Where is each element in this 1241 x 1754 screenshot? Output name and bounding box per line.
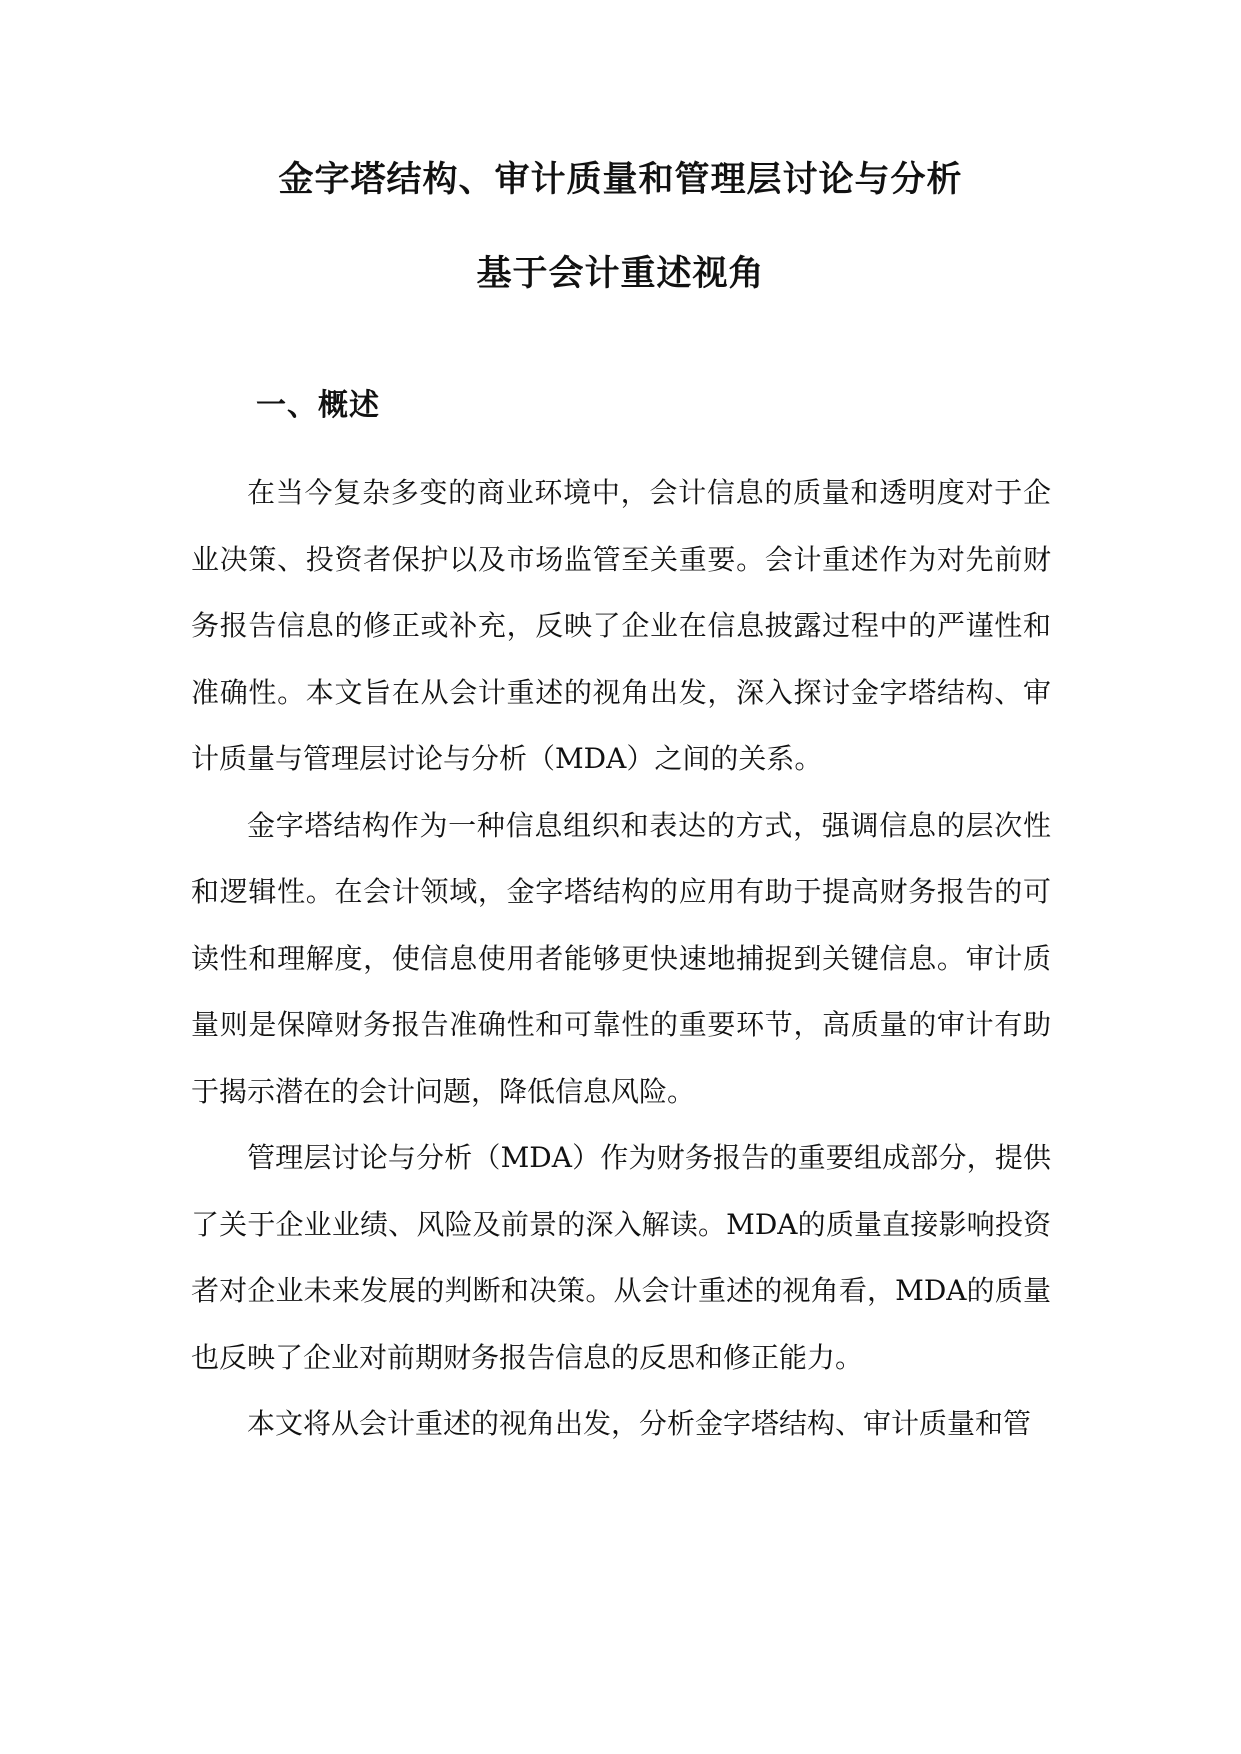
document-subtitle: 基于会计重述视角 (476, 254, 765, 294)
document-title: 金字塔结构、审计质量和管理层讨论与分析 (278, 160, 963, 200)
paragraph-1: 在当今复杂多变的商业环境中，会计信息的质量和透明度对于企业决策、投资者保护以及市场监管至关重要。会计重述作为对先前财务报告信息的修正或补充，反映了企业在信息披露过程中的严谨性和准确性。本文旨在从会计重述的视角出发，深入探讨金字塔结构、审计质量与管理层讨论与分析（MDA）之间的关系。 (191, 476, 1051, 775)
paragraph-3: 管理层讨论与分析（MDA）作为财务报告的重要组成部分，提供了关于企业业绩、风险及前景的深入解读。MDA的质量直接影响投资者对企业未来发展的判断和决策。从会计重述的视角看，MDA的质量也反映了企业对前期财务报告信息的反思和修正能力。 (191, 1141, 1051, 1374)
document-body (191, 460, 1051, 1458)
paragraph-2: 金字塔结构作为一种信息组织和表达的方式，强调信息的层次性和逻辑性。在会计领域，金字塔结构的应用有助于提高财务报告的可读性和理解度，使信息使用者能够更快速地捕捉到关键信息。审计质量则是保障财务报告准确性和可靠性的重要环节，高质量的审计有助于揭示潜在的会计问题，降低信息风险。 (191, 808, 1051, 1108)
section-heading: 一、概述 (256, 388, 380, 423)
paragraph-4: 本文将从会计重述的视角出发，分析金字塔结构、审计质量和管 (247, 1407, 1032, 1440)
